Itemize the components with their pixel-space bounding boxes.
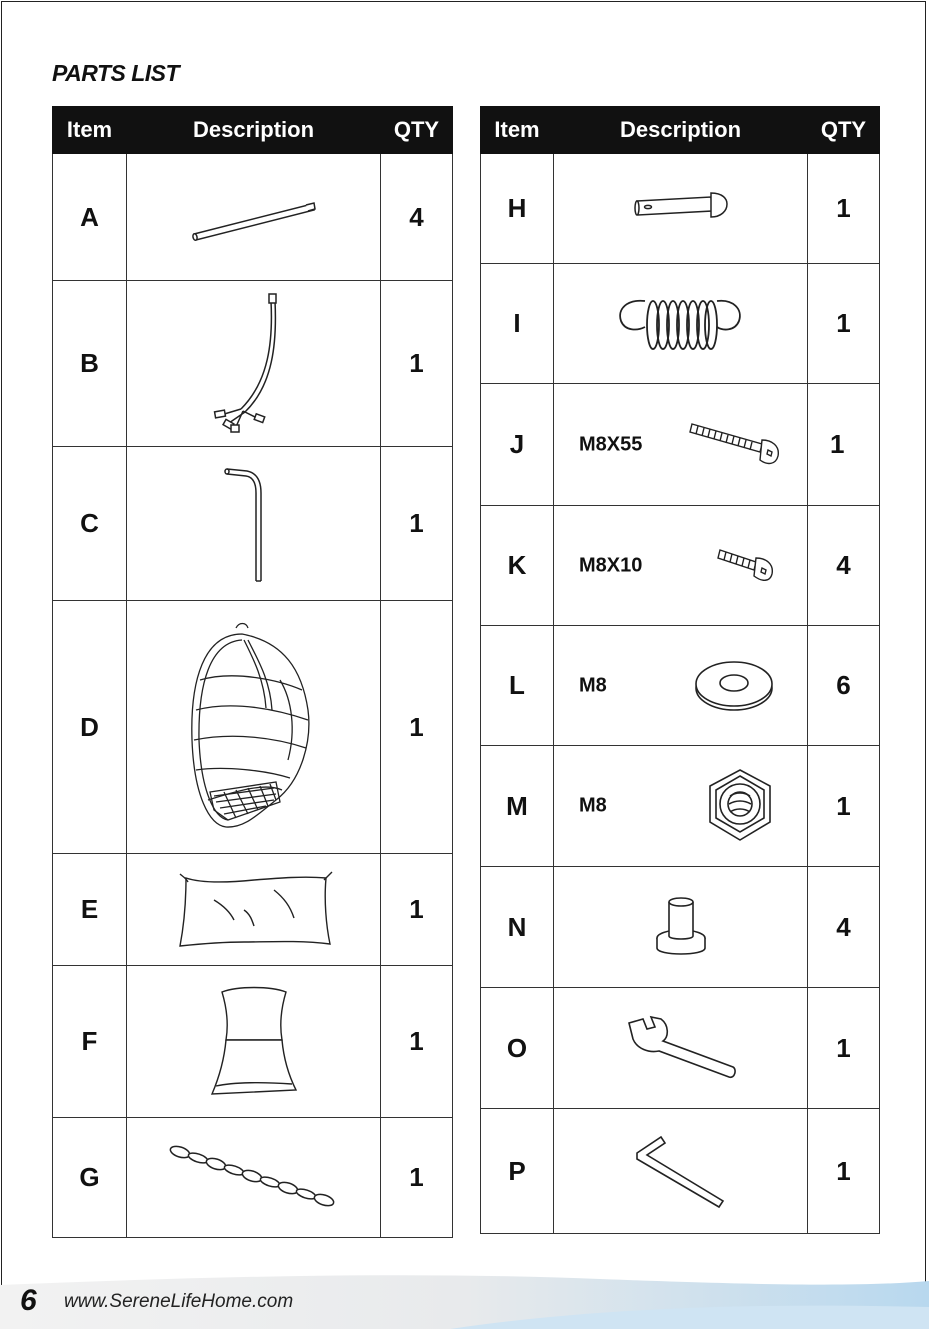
item-qty: 1 xyxy=(381,966,453,1118)
hex-nut-icon xyxy=(700,766,780,846)
item-letter: A xyxy=(53,154,127,281)
item-qty: 1 xyxy=(808,384,880,506)
item-letter: L xyxy=(481,626,554,746)
header-qty: QTY xyxy=(808,107,880,154)
part-spec: M8 xyxy=(579,794,607,817)
part-spec: M8X55 xyxy=(579,433,643,455)
website-url: www.SereneLifeHome.com xyxy=(64,1291,294,1312)
item-letter: G xyxy=(53,1118,127,1238)
item-qty: 1 xyxy=(381,601,453,854)
short-bolt-icon xyxy=(716,546,778,586)
item-qty: 1 xyxy=(808,264,880,384)
table-row xyxy=(53,854,453,966)
table-row xyxy=(53,281,453,447)
page-title: PARTS LIST xyxy=(52,60,180,86)
item-qty: 4 xyxy=(808,867,880,988)
curved-pole-base-icon xyxy=(199,291,309,436)
clevis-pin-icon xyxy=(631,189,731,229)
item-letter: C xyxy=(53,447,127,601)
header-qty: QTY xyxy=(381,107,453,154)
egg-chair-basket-icon xyxy=(184,620,324,835)
table-row xyxy=(53,601,453,854)
allen-key-icon xyxy=(631,1131,731,1211)
item-letter: D xyxy=(53,601,127,854)
item-qty: 1 xyxy=(808,154,880,264)
item-qty: 4 xyxy=(808,506,880,626)
parts-table-right xyxy=(480,106,880,1234)
table-row xyxy=(481,988,880,1109)
header-item: Item xyxy=(481,107,554,154)
item-qty: 1 xyxy=(381,854,453,966)
table-row xyxy=(481,506,880,626)
item-qty: 1 xyxy=(808,746,880,867)
table-row xyxy=(481,154,880,264)
parts-table-left xyxy=(52,106,453,1238)
item-letter: K xyxy=(481,506,554,626)
item-letter: E xyxy=(53,854,127,966)
long-bolt-icon xyxy=(688,420,783,470)
item-letter: F xyxy=(53,966,127,1118)
item-letter: H xyxy=(481,154,554,264)
rod-icon xyxy=(184,187,324,247)
item-letter: I xyxy=(481,264,554,384)
table-row xyxy=(53,966,453,1118)
table-row xyxy=(481,264,880,384)
item-qty: 1 xyxy=(381,447,453,601)
table-row xyxy=(481,867,880,988)
chair-cover-icon xyxy=(204,982,304,1102)
washer-icon xyxy=(692,658,776,714)
chain-icon xyxy=(164,1138,344,1218)
item-letter: P xyxy=(481,1109,554,1234)
table-row xyxy=(481,746,880,867)
item-letter: M xyxy=(481,746,554,867)
item-qty: 4 xyxy=(381,154,453,281)
item-qty: 1 xyxy=(381,281,453,447)
header-description: Description xyxy=(554,107,808,154)
table-row xyxy=(481,1109,880,1234)
table-row xyxy=(481,626,880,746)
part-spec: M8 xyxy=(579,674,607,696)
item-qty: 1 xyxy=(381,1118,453,1238)
item-letter: B xyxy=(53,281,127,447)
wrench-icon xyxy=(621,1013,741,1083)
spring-icon xyxy=(611,289,751,359)
hook-pole-icon xyxy=(219,459,289,589)
cushion-icon xyxy=(174,870,334,950)
item-letter: O xyxy=(481,988,554,1109)
table-row xyxy=(53,447,453,601)
item-qty: 1 xyxy=(808,1109,880,1234)
item-qty: 1 xyxy=(808,988,880,1109)
item-qty: 6 xyxy=(808,626,880,746)
part-spec: M8X10 xyxy=(579,554,643,576)
foot-cap-icon xyxy=(651,892,711,962)
table-row xyxy=(53,154,453,281)
page-number: 6 xyxy=(20,1284,37,1317)
header-item: Item xyxy=(53,107,127,154)
header-description: Description xyxy=(127,107,381,154)
item-letter: J xyxy=(481,384,554,506)
table-row xyxy=(53,1118,453,1238)
item-letter: N xyxy=(481,867,554,988)
table-row xyxy=(481,384,880,506)
